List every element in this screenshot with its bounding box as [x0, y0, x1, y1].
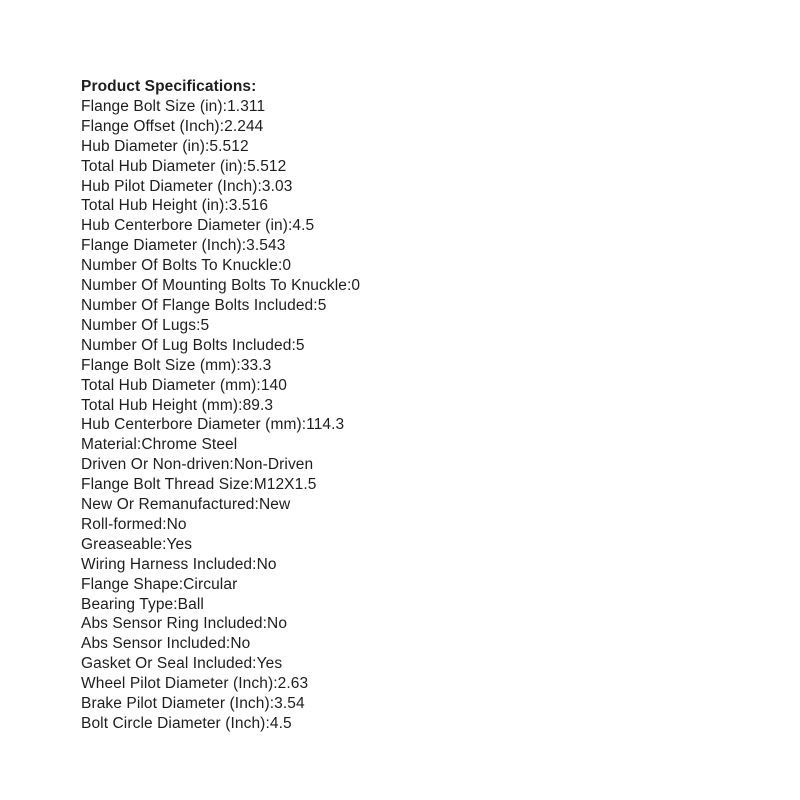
spec-value: 0	[351, 277, 361, 295]
spec-line	[81, 296, 741, 316]
spec-line	[81, 256, 741, 276]
spec-label: Number Of Flange Bolts Included:	[81, 296, 318, 314]
spec-line	[81, 196, 741, 216]
spec-value: 2.244	[224, 117, 264, 135]
spec-value: 114.3	[306, 416, 345, 434]
spec-line	[81, 216, 741, 236]
spec-line	[81, 475, 741, 495]
spec-label: Hub Centerbore Diameter (mm):	[81, 416, 307, 434]
spec-value: Ball	[177, 595, 204, 613]
spec-line	[81, 356, 741, 376]
spec-label: Total Hub Diameter (mm):	[81, 376, 261, 394]
spec-line	[81, 236, 741, 256]
spec-label: Total Hub Height (mm):	[81, 396, 243, 414]
spec-value: Chrome Steel	[141, 436, 238, 454]
spec-line	[81, 276, 741, 296]
spec-label: Bearing Type:	[81, 595, 178, 613]
spec-label: Number Of Lugs:	[81, 316, 201, 334]
spec-line	[81, 336, 741, 356]
spec-label: Hub Pilot Diameter (Inch):	[81, 177, 262, 195]
spec-line	[81, 674, 741, 694]
spec-value: 140	[260, 376, 287, 394]
spec-line	[81, 654, 741, 674]
spec-value: 4.5	[269, 715, 292, 732]
spec-label: Flange Offset (Inch):	[81, 117, 225, 135]
spec-label: Number Of Bolts To Knuckle:	[81, 257, 283, 275]
spec-value: New	[258, 496, 291, 514]
spec-label: Material:	[81, 436, 142, 454]
product-specifications-block	[81, 77, 741, 734]
spec-value: M12X1.5	[253, 476, 317, 494]
spec-line	[81, 495, 741, 515]
spec-label: Bolt Circle Diameter (Inch):	[81, 715, 270, 732]
spec-label: Greaseable:	[81, 535, 167, 553]
spec-value: 3.516	[228, 197, 269, 215]
spec-label: Abs Sensor Included:	[81, 635, 231, 653]
spec-label: Number Of Mounting Bolts To Knuckle:	[81, 277, 352, 295]
spec-value: 0	[282, 257, 292, 275]
spec-label: New Or Remanufactured:	[81, 496, 259, 514]
spec-value: 3.543	[246, 237, 286, 255]
spec-value: No	[256, 555, 277, 573]
spec-label: Driven Or Non-driven:	[81, 456, 234, 474]
spec-value: Yes	[256, 655, 283, 673]
spec-value: No	[166, 515, 187, 533]
spec-value: 89.3	[242, 396, 274, 414]
spec-line	[81, 435, 741, 455]
spec-value: Yes	[166, 535, 193, 553]
spec-line	[81, 396, 741, 416]
spec-value: 5	[295, 336, 305, 354]
spec-label: Total Hub Height (in):	[81, 197, 229, 215]
page-title: Product Specifications:	[81, 78, 257, 95]
spec-list	[81, 97, 741, 734]
spec-value: Non-Driven	[233, 456, 314, 474]
spec-value: 4.5	[292, 217, 315, 235]
spec-value: 33.3	[240, 356, 272, 374]
spec-label: Hub Centerbore Diameter (in):	[81, 217, 293, 235]
spec-line	[81, 714, 741, 734]
spec-label: Hub Diameter (in):	[81, 137, 210, 155]
spec-label: Flange Diameter (Inch):	[81, 237, 247, 255]
spec-line	[81, 455, 741, 475]
spec-label: Flange Bolt Thread Size:	[81, 476, 254, 494]
spec-value: 3.03	[261, 177, 293, 195]
spec-label: Flange Shape:	[81, 575, 184, 593]
spec-line	[81, 694, 741, 714]
spec-line	[81, 614, 741, 634]
spec-value: 5	[200, 316, 210, 334]
spec-line	[81, 595, 741, 615]
spec-line	[81, 555, 741, 575]
spec-line	[81, 316, 741, 336]
spec-label: Flange Bolt Size (in):	[81, 97, 228, 115]
spec-line	[81, 575, 741, 595]
spec-label: Roll-formed:	[81, 515, 167, 533]
spec-value: Circular	[183, 575, 238, 593]
spec-label: Gasket Or Seal Included:	[81, 655, 257, 673]
spec-value: No	[230, 635, 251, 653]
spec-value: 5	[317, 296, 327, 314]
spec-label: Brake Pilot Diameter (Inch):	[81, 695, 275, 713]
spec-label: Wiring Harness Included:	[81, 555, 257, 573]
spec-value: 3.54	[274, 695, 305, 713]
spec-line	[81, 137, 741, 157]
spec-label: Abs Sensor Ring Included:	[81, 615, 268, 633]
spec-value: 5.512	[209, 137, 249, 155]
spec-label: Number Of Lug Bolts Included:	[81, 336, 296, 354]
spec-label: Total Hub Diameter (in):	[81, 157, 248, 175]
spec-value: 2.63	[277, 675, 309, 693]
spec-line	[81, 117, 741, 137]
spec-line	[81, 415, 741, 435]
spec-line	[81, 634, 741, 654]
spec-value: 1.311	[227, 97, 266, 115]
spec-label: Wheel Pilot Diameter (Inch):	[81, 675, 278, 693]
spec-line	[81, 177, 741, 197]
spec-line	[81, 535, 741, 555]
spec-value: No	[267, 615, 288, 633]
spec-line	[81, 157, 741, 177]
spec-line	[81, 515, 741, 535]
spec-line	[81, 97, 741, 117]
spec-line	[81, 376, 741, 396]
spec-label: Flange Bolt Size (mm):	[81, 356, 241, 374]
spec-value: 5.512	[247, 157, 287, 175]
